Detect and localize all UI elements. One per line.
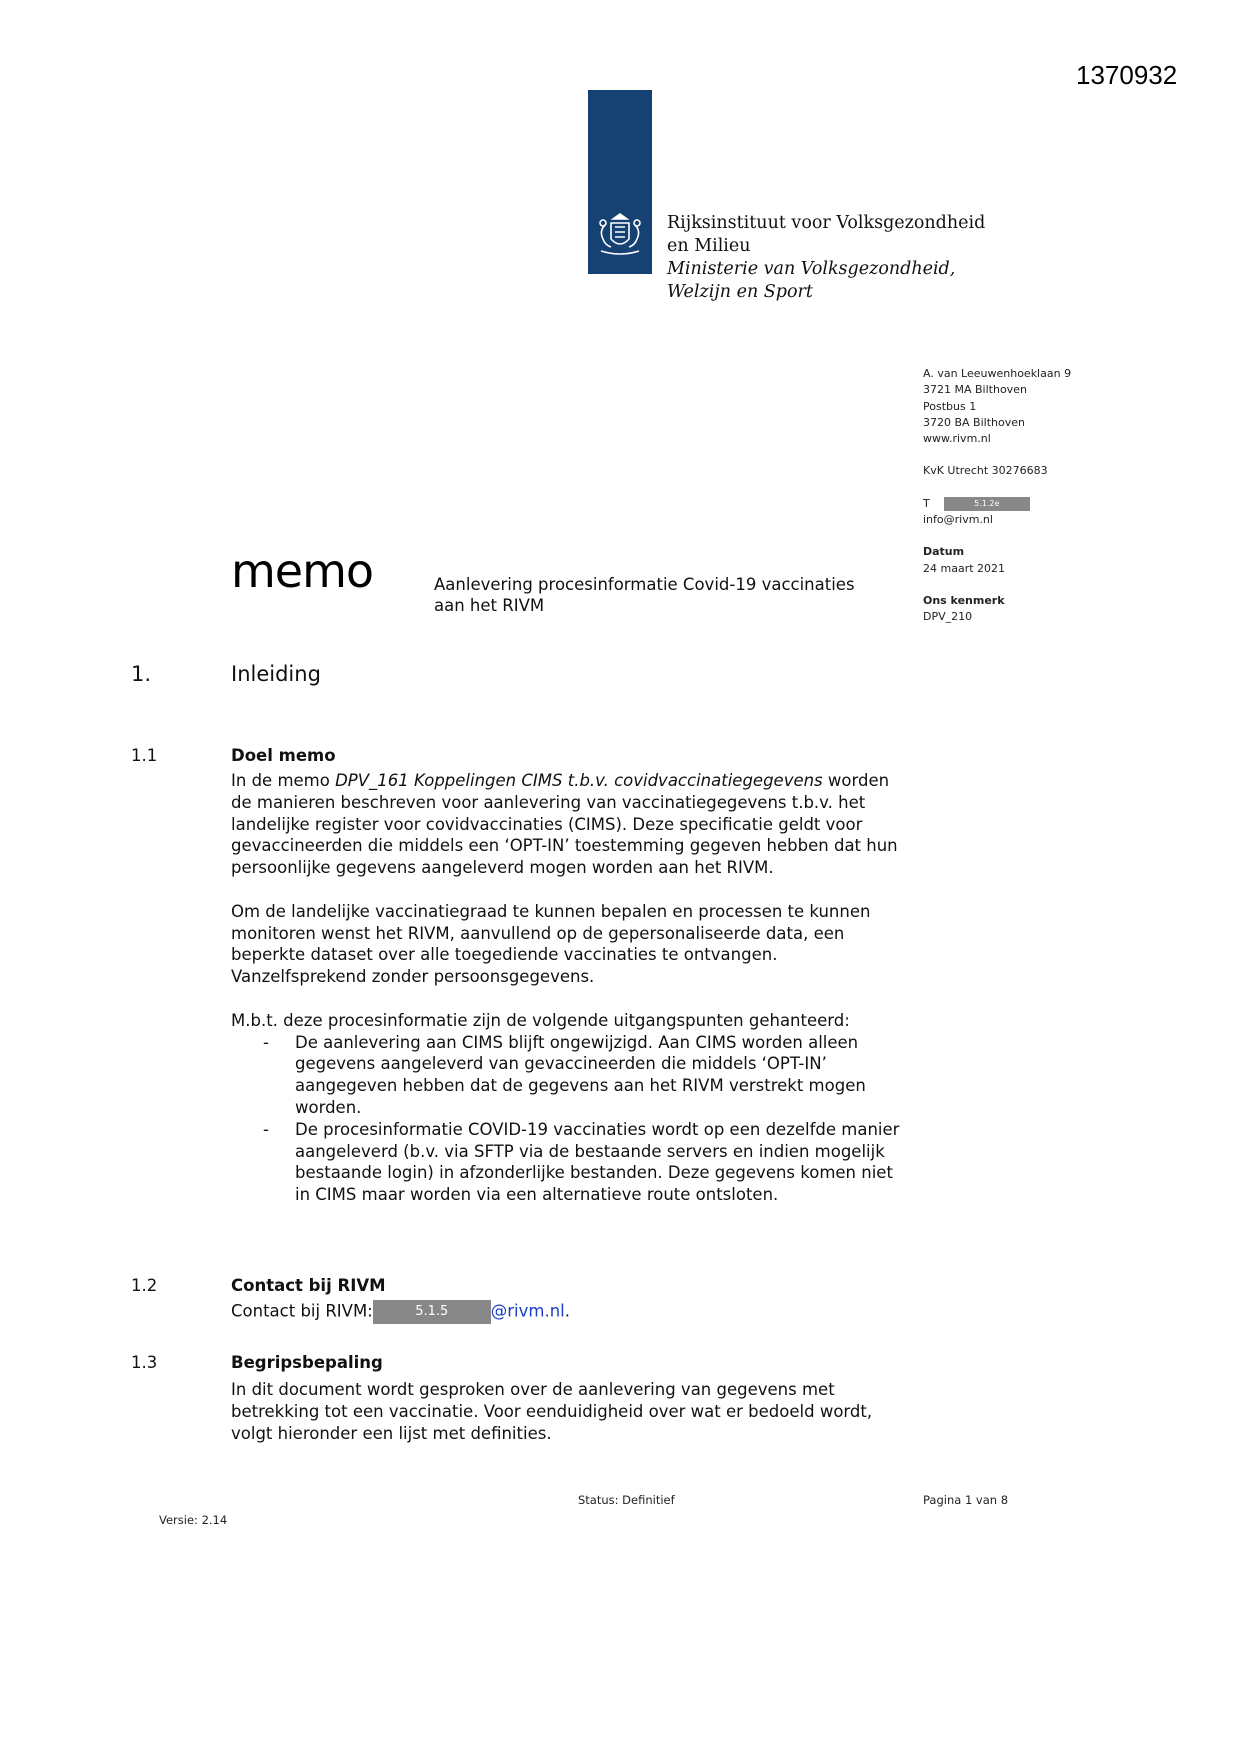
reference-value: DPV_210 <box>923 610 973 624</box>
footer-version: Versie: 2.14 <box>159 1513 228 1527</box>
section-1-2-number: 1.2 <box>131 1276 158 1295</box>
p1-italic-reference: DPV_161 Koppelingen CIMS t.b.v. covidvaccinatiegegevens <box>335 771 823 790</box>
section-1-1-paragraph-2: Om de landelijke vaccinatiegraad te kunnen bepalen en processen te kunnen monitoren wenst het RIVM, aanvullend op de gepersonaliseerde data, een beperkte dataset over alle toegediende vaccinaties te ontvangen. Vanzelfsprekend zonder persoonsgegevens. <box>231 901 871 987</box>
organization-name <box>667 212 985 304</box>
section-1-2-title: Contact bij RIVM <box>231 1276 386 1295</box>
contact-label: Contact bij RIVM: <box>231 1301 373 1321</box>
date-label: Datum <box>923 545 965 559</box>
address-postbus: Postbus 1 <box>923 399 977 413</box>
list-item <box>231 1119 911 1206</box>
phone-redaction: 5.1.2e <box>944 497 1030 511</box>
org-line-1: Rijksinstituut voor Volksgezondheid <box>667 213 986 233</box>
p1-rest: worden de manieren beschreven voor aanlevering van vaccinatiegegevens t.b.v. het landelijke register voor covidvaccinaties (CIMS). Deze specificatie geldt voor gevaccineerden die middels een ‘OPT-IN’ toestemming gegeven hebben dat hun persoonlijke gegevens aangeleverd mogen worden aan het RIVM. <box>231 771 898 878</box>
bullet-dash: - <box>263 1119 269 1139</box>
section-1-3-body: In dit document wordt gesproken over de aanlevering van gegevens met betrekking tot een vaccinatie. Voor eenduidigheid over wat er bedoeld wordt, volgt hieronder een lijst met definities. <box>231 1380 873 1443</box>
p1-prefix: In de memo <box>231 771 336 790</box>
chapter-title: Inleiding <box>231 662 321 686</box>
section-1-1-paragraph-3: M.b.t. deze procesinformatie zijn de volgende uitgangspunten gehanteerd: <box>231 1010 850 1030</box>
contact-end: . <box>564 1301 570 1321</box>
address-postbus-city: 3720 BA Bilthoven <box>923 415 1025 429</box>
address-zip-city: 3721 MA Bilthoven <box>923 383 1027 397</box>
address-phone <box>923 496 1071 512</box>
phone-label: T <box>923 496 930 510</box>
date-value: 24 maart 2021 <box>923 561 1006 575</box>
contact-email-link[interactable]: @rivm.nl <box>490 1301 565 1321</box>
org-line-3: Ministerie van Volksgezondheid, <box>667 259 956 279</box>
address-street: A. van Leeuwenhoeklaan 9 <box>923 367 1072 380</box>
chapter-number: 1. <box>131 662 152 686</box>
section-1-1-paragraph-1 <box>231 770 911 879</box>
org-line-4: Welzijn en Sport <box>667 282 813 302</box>
section-1-1-body <box>231 770 911 1206</box>
address-kvk: KvK Utrecht 30276683 <box>923 464 1048 478</box>
memo-subject <box>434 574 855 616</box>
address-block <box>923 366 1071 626</box>
subject-line-1: Aanlevering procesinformatie Covid-19 vaccinaties <box>434 575 855 594</box>
org-line-2: en Milieu <box>667 236 751 256</box>
address-email: info@rivm.nl <box>923 513 993 527</box>
document-number: 1370932 <box>1076 60 1178 90</box>
footer-status: Status: Definitief <box>578 1493 675 1507</box>
section-1-2-body <box>231 1300 911 1324</box>
section-1-3-title: Begripsbepaling <box>231 1353 383 1372</box>
list-item-text: De aanlevering aan CIMS blijft ongewijzigd. Aan CIMS worden alleen gegevens aangeleverd van gevaccineerden die middels ‘OPT-IN’ aangegeven hebben dat de gegevens aan het RIVM verstrekt mogen worden. <box>295 1032 866 1117</box>
list-item-text: De procesinformatie COVID-19 vaccinaties wordt op een dezelfde manier aangeleverd (b.v. via SFTP via de bestaande servers en indien mogelijk bestaande login) in afzonderlijke bestanden. Deze gegevens komen niet in CIMS maar worden via een alternatieve route ontsloten. <box>295 1119 900 1205</box>
section-1-3-number: 1.3 <box>131 1353 158 1372</box>
address-website: www.rivm.nl <box>923 432 991 446</box>
bullet-dash: - <box>263 1032 269 1052</box>
section-1-1-title: Doel memo <box>231 746 336 765</box>
reference-label: Ons kenmerk <box>923 593 1005 607</box>
principles-list <box>231 1032 911 1206</box>
list-item <box>231 1032 911 1119</box>
footer-page: Pagina 1 van 8 <box>923 1493 1009 1507</box>
contact-redaction: 5.1.5 <box>373 1300 491 1324</box>
coat-of-arms-icon <box>591 205 649 263</box>
section-1-1-number: 1.1 <box>131 746 158 765</box>
memo-title: memo <box>231 544 374 598</box>
subject-line-2: aan het RIVM <box>434 596 545 615</box>
